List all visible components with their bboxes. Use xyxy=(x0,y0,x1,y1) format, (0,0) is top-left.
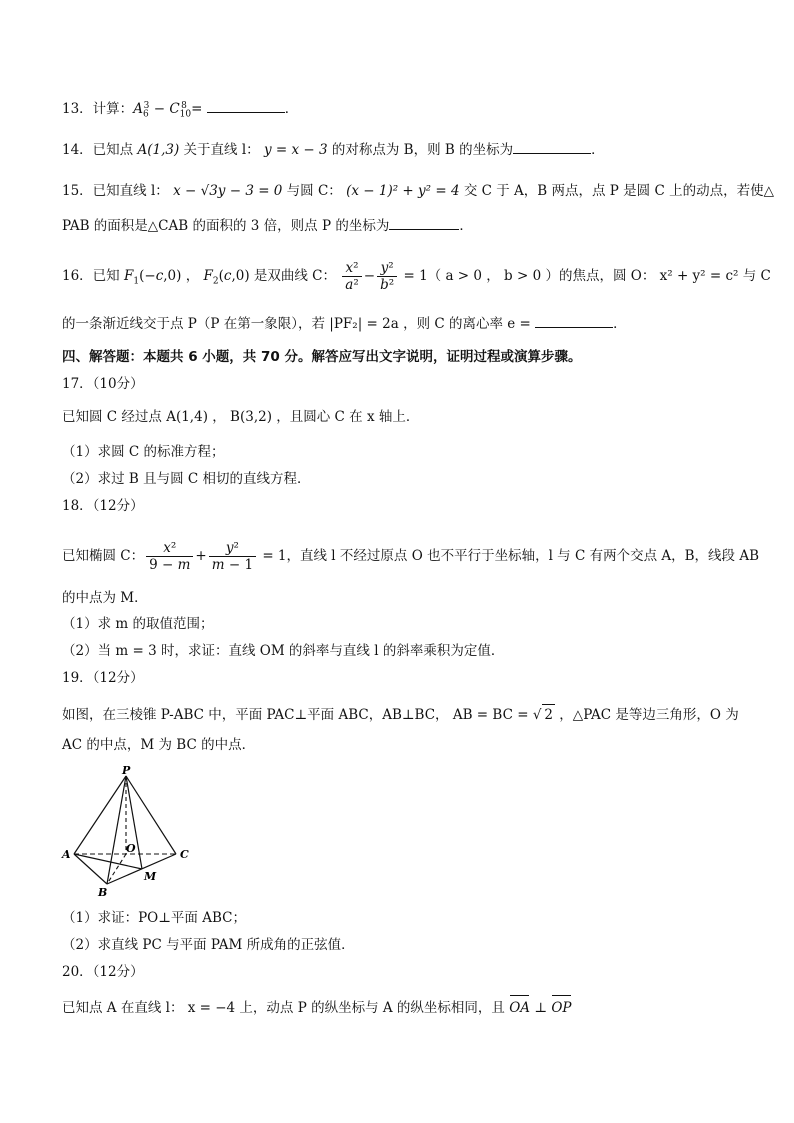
vector-OA: OA xyxy=(509,1000,531,1016)
question-15-line-2: PAB 的面积是△CAB 的面积的 3 倍，则点 P 的坐标为 ． xyxy=(62,215,473,236)
tetrahedron-figure xyxy=(60,764,200,898)
question-18-head: 18．（12分） xyxy=(62,498,144,514)
label-A: A xyxy=(62,848,71,861)
edge-PA xyxy=(74,776,126,854)
question-16-line-2: 的一条渐近线交于点 P（P 在第一象限），若 |PF₂| = 2a ，则 C 的离心率 e = ． xyxy=(62,313,627,334)
vector-OP: OP xyxy=(551,1000,572,1016)
fraction-y2-m-1: $\frac{\text{y²}}{m - 1}$ xyxy=(209,540,256,573)
edge-AB xyxy=(74,854,107,884)
label-P: P xyxy=(122,764,131,777)
question-15-line-1: 15．已知直线 l： x − √3y − 3 = 0 与圆 C： (x − 1)² + y² = 4 交 C 于 A，B 两点，点 P 是圆 C 上的动点，若使△ xyxy=(62,183,774,199)
question-17-head: 17．（10分） xyxy=(62,376,144,392)
question-20-head: 20．（12分） xyxy=(62,964,144,980)
label-C: C xyxy=(180,848,189,861)
answer-blank-13[interactable] xyxy=(207,98,285,113)
question-18-part-1: （1）求 m 的取值范围； xyxy=(62,616,214,632)
question-17-stem: 已知圆 C 经过点 A(1,4) ， B(3,2) ，且圆心 C 在 x 轴上． xyxy=(62,409,420,425)
answer-blank-15[interactable] xyxy=(389,215,459,230)
edge-AM xyxy=(74,854,142,869)
edge-PM xyxy=(126,776,142,869)
answer-blank-16[interactable] xyxy=(535,313,613,328)
label-B: B xyxy=(98,886,108,898)
question-13: 13．计算：$A_6^3 - C_{10}^8$ = ． xyxy=(62,98,298,119)
question-14: 14．已知点 A(1,3) 关于直线 l： y = x − 3 的对称点为 B，则 B 的坐标为 ． xyxy=(62,139,605,160)
question-17-part-1: （1）求圆 C 的标准方程； xyxy=(62,444,225,460)
question-19-stem-2: AC 的中点，M 为 BC 的中点． xyxy=(62,737,256,753)
question-18-stem: 已知椭圆 C： $\frac{\text{x²}}{9 - m}$ + $\frac{\text{y²}}{m - 1}$ = 1，直线 l 不经过原点 O 也不平行于坐标轴，l 与 C 有两个交点 A，B，线段 AB xyxy=(62,540,760,573)
edge-PB xyxy=(107,776,126,884)
label-O: O xyxy=(126,842,136,855)
question-18-stem-2: 的中点为 M． xyxy=(62,590,148,606)
section-4-heading: 四、解答题：本题共 6 小题，共 70 分。解答应写出文字说明，证明过程或演算步骤。 xyxy=(62,349,582,365)
fraction-x2-a2: $\frac{\text{x²}}{\text{a²}}$ xyxy=(342,260,361,293)
question-19-part-1: （1）求证：PO⊥平面 ABC； xyxy=(62,910,246,926)
fraction-x2-9-m: $\frac{\text{x²}}{9 - m}$ xyxy=(146,540,193,573)
question-19-stem-1: 如图，在三棱锥 P-ABC 中，平面 PAC⊥平面 ABC，AB⊥BC， AB = BC = √ 2 ，△PAC 是等边三角形，O 为 xyxy=(62,704,739,725)
answer-blank-14[interactable] xyxy=(513,139,591,154)
question-20-stem: 已知点 A 在直线 l： x = −4 上，动点 P 的纵坐标与 A 的纵坐标相同，且 OA ⊥ OP xyxy=(62,1000,572,1016)
fraction-y2-b2: $\frac{\text{y²}}{\text{b²}}$ xyxy=(377,260,397,293)
question-17-part-2: （2）求过 B 且与圆 C 相切的直线方程． xyxy=(62,471,311,487)
question-19-part-2: （2）求直线 PC 与平面 PAM 所成角的正弦值． xyxy=(62,937,355,953)
question-18-part-2: （2）当 m = 3 时，求证：直线 OM 的斜率与直线 l 的斜率乘积为定值． xyxy=(62,643,505,659)
question-16-line-1: 16．已知 $F_1(-c,0)$ ， $F_2(c,0)$ 是双曲线 C： $\frac{\text{x²}}{\text{a²}}$ − $\frac{\text{y²}}{\text{b²}}$ = 1（ a > 0 ， b > 0 ）的焦点，圆 O： x² + y² = c² 与 C xyxy=(62,260,771,293)
label-M: M xyxy=(144,870,157,883)
question-19-head: 19．（12分） xyxy=(62,670,144,686)
